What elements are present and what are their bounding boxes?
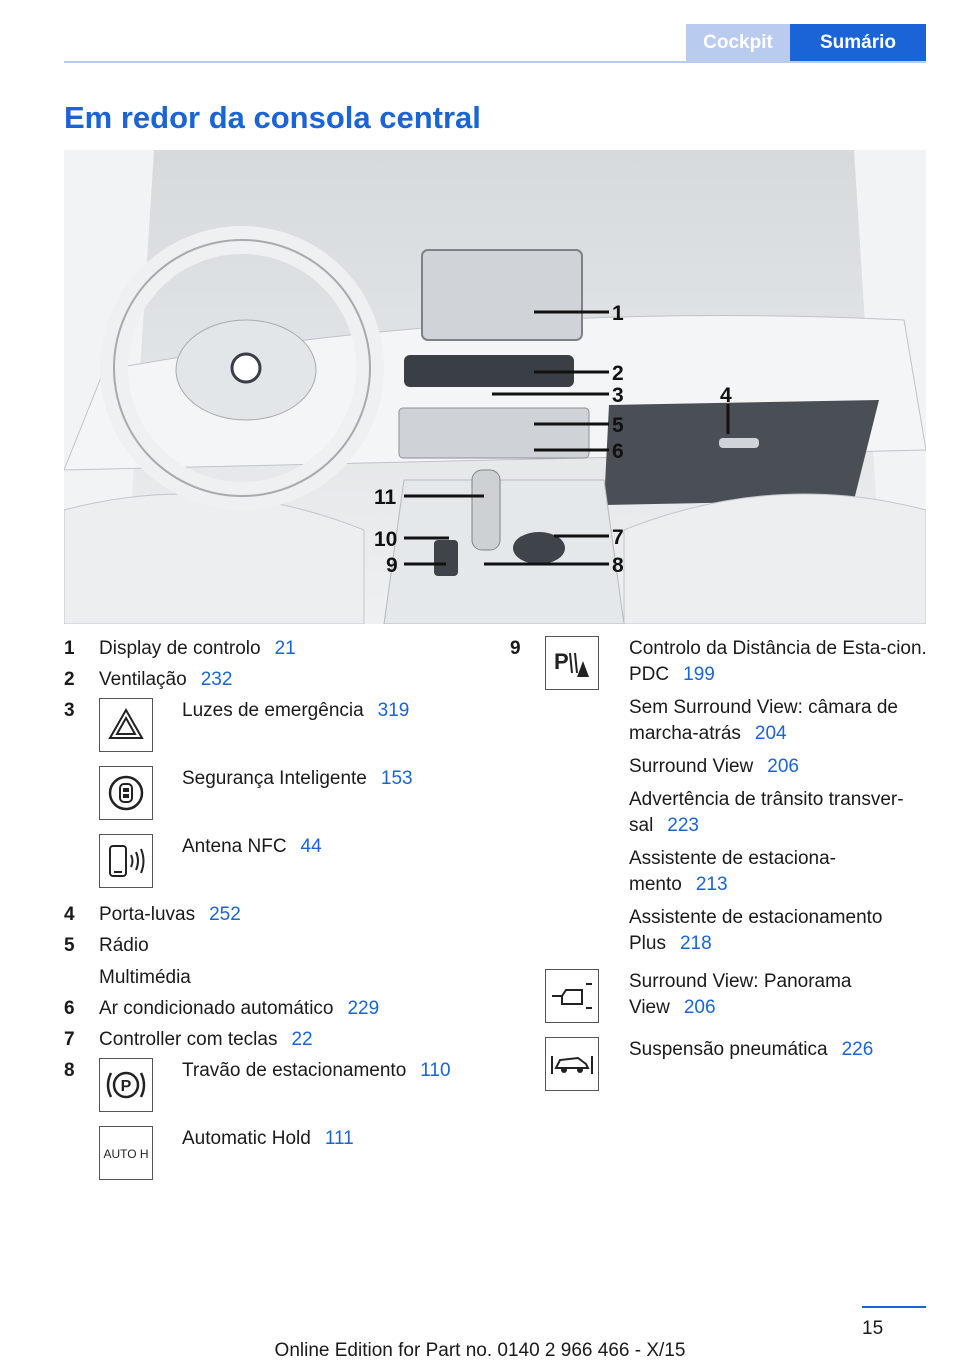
hazard-triangle-icon: [99, 698, 153, 752]
svg-text:P: P: [120, 1078, 132, 1095]
page-link[interactable]: 44: [300, 836, 322, 857]
symbol-row: AUTO H Automatic Hold 111: [99, 1126, 484, 1182]
pdc-icon: [545, 636, 599, 690]
parking-brake-icon: [99, 1058, 153, 1112]
svg-text:P: P: [554, 649, 569, 674]
callout-5: 5: [612, 414, 624, 437]
page-link[interactable]: 110: [420, 1060, 451, 1081]
page-link[interactable]: 226: [841, 1039, 874, 1060]
control-display-shape: [422, 250, 582, 340]
list-item: 8 P Travão de estacionamento 110 AUTO H Automatic Hold 111: [64, 1058, 484, 1182]
list-item: 1 Display de controlo 21: [64, 638, 296, 659]
page-link[interactable]: 252: [209, 904, 241, 925]
symbol-row: Luzes de emergência 319: [99, 698, 484, 754]
callout-2: 2: [612, 362, 624, 385]
auto-hold-icon: [99, 1126, 153, 1180]
dashboard-illustration: [64, 150, 926, 624]
nav-divider: [64, 61, 926, 63]
smart-security-icon: [99, 766, 153, 820]
page-link[interactable]: 232: [200, 669, 233, 690]
air-suspension-icon: [545, 1037, 599, 1091]
page-number: 15: [862, 1318, 884, 1339]
legend-left: [64, 636, 484, 1194]
footer-divider: [862, 1306, 926, 1308]
symbol-row: Antena NFC 44: [99, 834, 484, 890]
list-item: 9 P Controlo da Distância de Esta-cion. PDC 199 Sem Surround View: câmara de marcha-atrás 204 Surround View 206 Advertência de trânsito transver-sal 223 Assistente de estaciona-mento 213 Assistente de estacionamento Plus 218 Surround View: Panorama View 206 Suspensão pneumática 226: [510, 636, 930, 1093]
symbol-row: P Controlo da Distância de Esta-cion. PDC 199 Sem Surround View: câmara de marcha-atrás 204 Surround View 206 Advertência de trânsito transver-sal 223 Assistente de estaciona-mento 213 Assistente de estacionamento Plus 218: [545, 636, 930, 957]
glovebox-shape: [604, 400, 879, 505]
callout-8: 8: [612, 554, 624, 577]
callout-10: 10: [374, 528, 398, 551]
page-link[interactable]: 223: [667, 815, 699, 836]
page-link[interactable]: 206: [767, 756, 799, 777]
page-link[interactable]: 218: [679, 933, 712, 954]
svg-text:AUTO H: AUTO H: [103, 1147, 149, 1161]
page-link[interactable]: 213: [695, 874, 728, 895]
callout-11: 11: [374, 486, 397, 509]
page-link[interactable]: 111: [324, 1128, 354, 1149]
gear-selector-shape: [472, 470, 500, 550]
page-link[interactable]: 199: [683, 664, 715, 685]
callout-1: 1: [612, 302, 624, 325]
list-item: 5 Rádio Multimédia: [64, 935, 191, 988]
tab-cockpit[interactable]: Cockpit: [686, 24, 790, 62]
edition-footer: Online Edition for Part no. 0140 2 966 466 - X/15: [274, 1340, 686, 1361]
nfc-antenna-icon: [99, 834, 153, 888]
callout-4: 4: [720, 384, 732, 407]
legend-right: [510, 636, 930, 1105]
symbol-row: P Travão de estacionamento 110: [99, 1058, 484, 1114]
page-link[interactable]: 153: [380, 768, 413, 789]
list-item: 3 Luzes de emergência 319 Segurança Inteligente 153 Antena NFC 44: [64, 698, 484, 890]
page-link[interactable]: 229: [347, 998, 380, 1019]
callout-3: 3: [612, 384, 624, 407]
list-item: 6 Ar condicionado automático 229: [64, 998, 380, 1019]
list-item: 2 Ventilação 232: [64, 669, 233, 690]
symbol-row: Segurança Inteligente 153: [99, 766, 484, 822]
page-title: Em redor da consola central: [64, 100, 481, 135]
list-item: 4 Porta-luvas 252: [64, 904, 241, 925]
page-link[interactable]: 22: [291, 1029, 313, 1050]
top-navigation: [686, 24, 926, 62]
list-item: 7 Controller com teclas 22: [64, 1029, 313, 1050]
page-link[interactable]: 204: [754, 723, 787, 744]
panorama-view-icon: [545, 969, 599, 1023]
callout-6: 6: [612, 440, 624, 463]
tab-sumario[interactable]: Sumário: [790, 24, 926, 62]
symbol-row: Surround View: Panorama View 206: [545, 969, 930, 1025]
symbol-row: Suspensão pneumática 226: [545, 1037, 930, 1093]
page-link[interactable]: 206: [683, 997, 716, 1018]
callout-9: 9: [386, 554, 398, 577]
page-link[interactable]: 319: [377, 700, 410, 721]
page-link[interactable]: 21: [274, 638, 296, 659]
callout-7: 7: [612, 526, 624, 549]
